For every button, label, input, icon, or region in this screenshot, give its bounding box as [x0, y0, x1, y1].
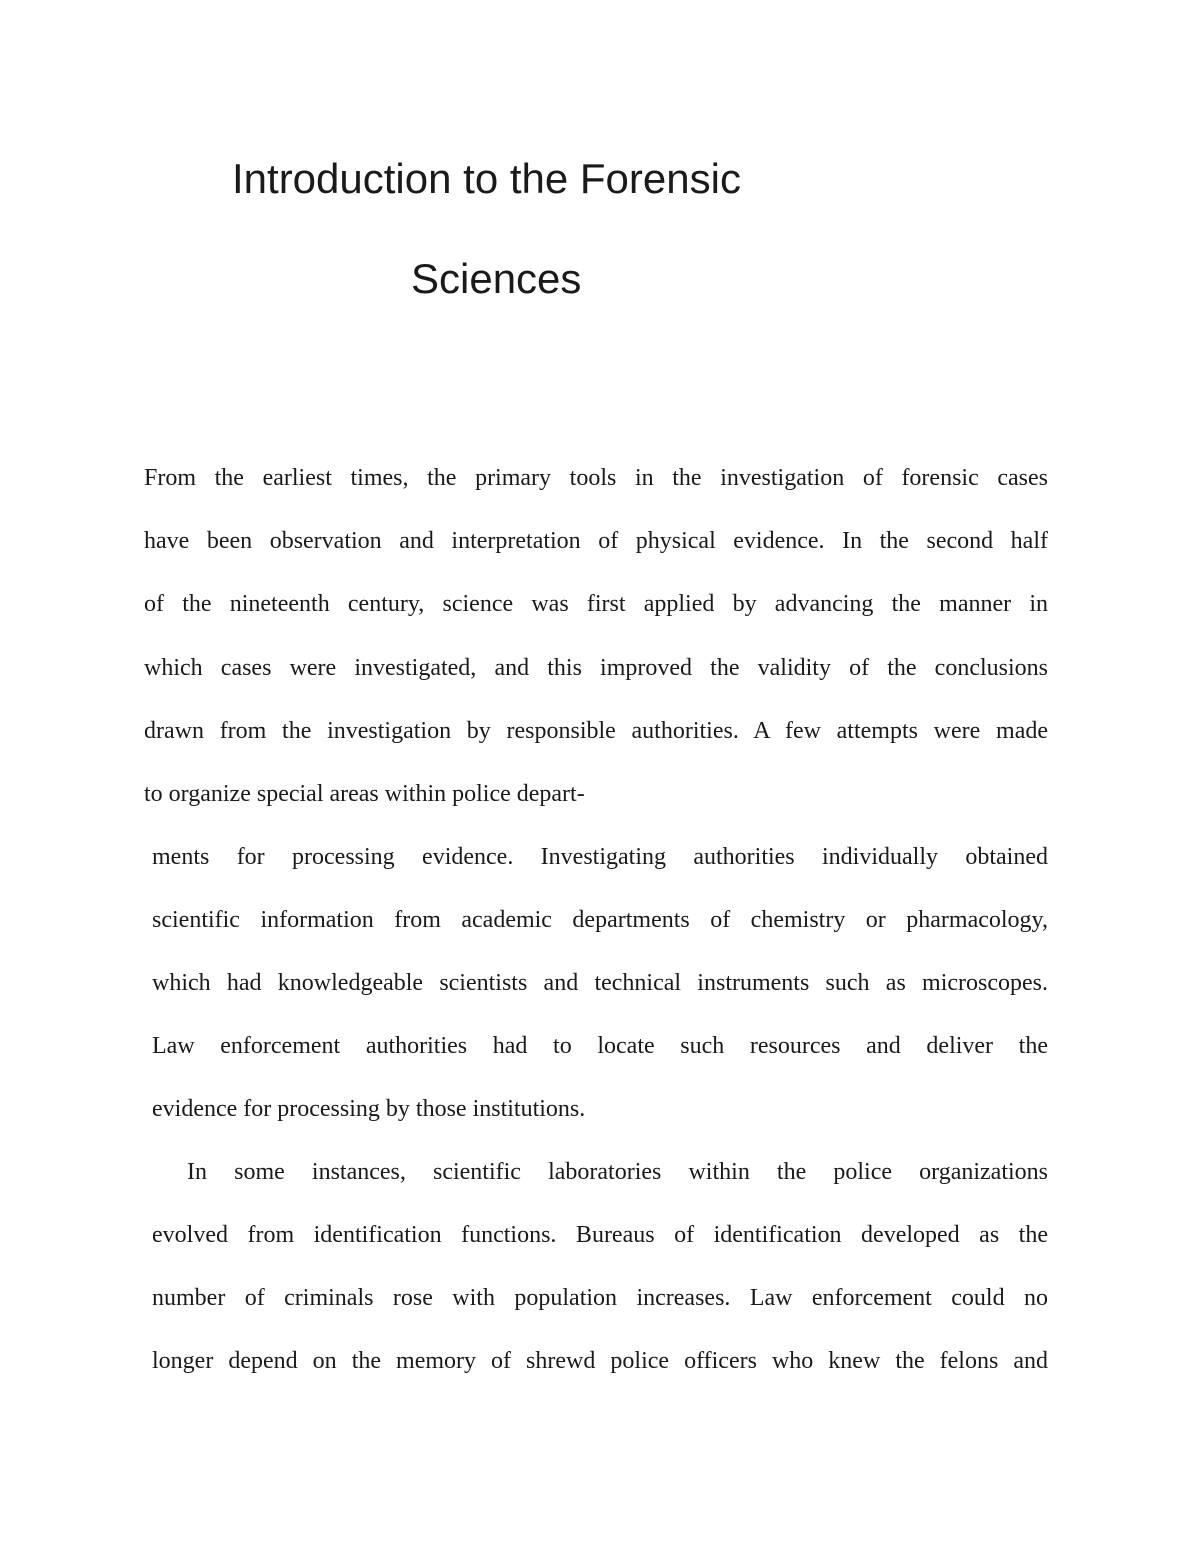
paragraph-3-line-3: number of criminals rose with population increases. Law enforcement could no — [152, 1285, 1048, 1311]
paragraph-1-line-5: drawn from the investigation by responsible authorities. A few attempts were made — [144, 718, 1048, 744]
paragraph-2-line-4: Law enforcement authorities had to locate such resources and deliver the — [152, 1033, 1048, 1059]
paragraph-1-line-6: to organize special areas within police depart- — [144, 781, 585, 807]
document-title-line-1: Introduction to the Forensic — [232, 155, 741, 202]
paragraph-1-line-1: From the earliest times, the primary tools in the investigation of forensic cases — [144, 465, 1048, 491]
paragraph-3-line-2: evolved from identification functions. Bureaus of identification developed as the — [152, 1222, 1048, 1248]
paragraph-2-line-3: which had knowledgeable scientists and technical instruments such as microscopes. — [152, 970, 1048, 996]
paragraph-2-line-1: ments for processing evidence. Investigating authorities individually obtained — [152, 844, 1048, 870]
paragraph-2-line-2: scientific information from academic departments of chemistry or pharmacology, — [152, 907, 1048, 933]
paragraph-3-line-1: In some instances, scientific laboratories within the police organizations — [187, 1159, 1048, 1185]
document-title-line-2: Sciences — [411, 255, 582, 302]
paragraph-1-line-4: which cases were investigated, and this improved the validity of the conclusions — [144, 655, 1048, 681]
paragraph-2-line-5: evidence for processing by those institutions. — [152, 1096, 586, 1122]
paragraph-1-line-2: have been observation and interpretation of physical evidence. In the second half — [144, 528, 1048, 554]
paragraph-1-line-3: of the nineteenth century, science was first applied by advancing the manner in — [144, 591, 1048, 617]
paragraph-3-line-4: longer depend on the memory of shrewd police officers who knew the felons and — [152, 1348, 1048, 1374]
